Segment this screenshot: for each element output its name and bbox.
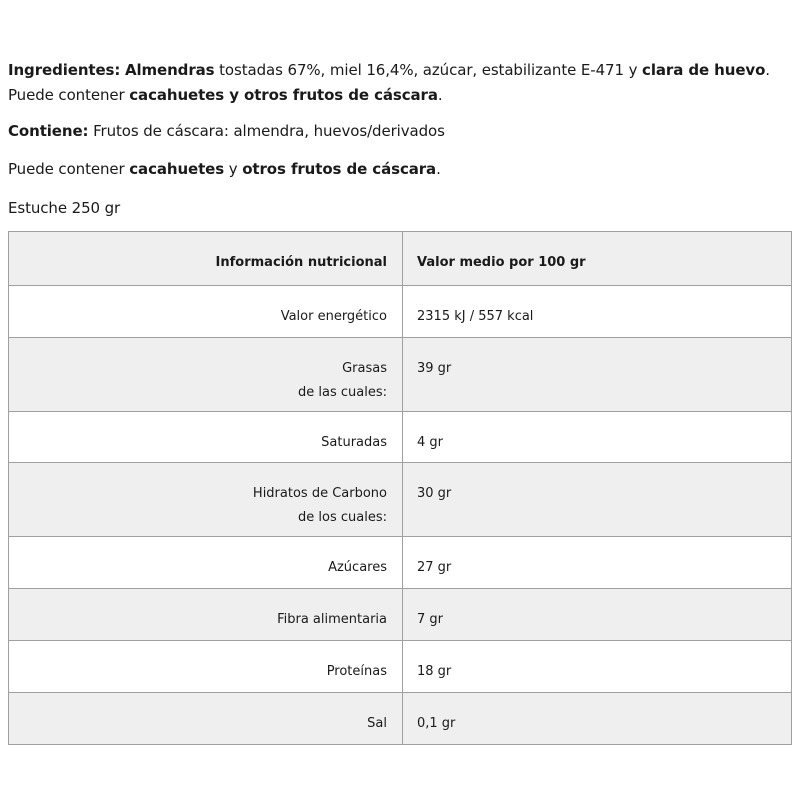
- contiene-text: Frutos de cáscara: almendra, huevos/derivados: [88, 122, 445, 140]
- package-size: Estuche 250 gr: [8, 199, 121, 217]
- row-sublabel: de los cuales:: [298, 510, 387, 525]
- header-value-cell: [403, 232, 792, 286]
- row-label-cell: [9, 338, 403, 412]
- row-label-group: [9, 338, 402, 405]
- table-row: [9, 537, 792, 589]
- row-value-cell: [403, 463, 792, 537]
- ingredients-text: tostadas 67%, miel 16,4%, azúcar, estabilizante E-471 y: [214, 61, 643, 79]
- row-label: Azúcares: [328, 560, 387, 575]
- row-value-cell: [403, 412, 792, 463]
- header-value: Valor medio por 100 gr: [417, 255, 586, 270]
- row-label: Valor energético: [280, 309, 387, 324]
- nutrition-table-header-row: [9, 232, 792, 286]
- row-label-group: [9, 463, 402, 530]
- puede-end: .: [436, 160, 441, 178]
- row-value-cell: [403, 338, 792, 412]
- contiene-paragraph: [8, 119, 792, 144]
- row-value-cell: [403, 589, 792, 641]
- row-value: 0,1 gr: [417, 716, 456, 731]
- table-row: [9, 463, 792, 537]
- ingredients-line2-prefix: Puede contener: [8, 86, 130, 104]
- puede-contener-paragraph: [8, 157, 792, 182]
- nutrition-table: [8, 231, 792, 745]
- row-label: Fibra alimentaria: [277, 612, 387, 627]
- row-value: 30 gr: [417, 486, 452, 501]
- row-label: Sal: [367, 716, 387, 731]
- ingredients-clara: clara de huevo: [642, 61, 766, 79]
- ingredients-almendras: Almendras: [124, 61, 215, 79]
- row-label: Hidratos de Carbono: [252, 486, 387, 501]
- puede-mid: y: [224, 160, 243, 178]
- row-label-cell: [9, 412, 403, 463]
- table-row: [9, 286, 792, 338]
- row-value: 18 gr: [417, 664, 452, 679]
- ingredients-label: Ingredientes:: [8, 61, 121, 79]
- table-row: [9, 693, 792, 745]
- header-label: Información nutricional: [215, 255, 387, 270]
- row-label-cell: [9, 286, 403, 338]
- puede-bold-cacahuetes: cacahuetes: [129, 160, 225, 178]
- row-label: Saturadas: [321, 435, 387, 450]
- row-label-cell: [9, 589, 403, 641]
- header-label-cell: [9, 232, 403, 286]
- puede-prefix: Puede contener: [8, 160, 130, 178]
- ingredients-paragraph: [8, 58, 792, 108]
- row-value-cell: [403, 286, 792, 338]
- ingredients-line2-end: .: [437, 86, 443, 104]
- row-value: 2315 kJ / 557 kcal: [417, 309, 534, 324]
- row-value-cell: [403, 537, 792, 589]
- row-label-cell: [9, 463, 403, 537]
- table-row: [9, 589, 792, 641]
- puede-bold-frutos: otros frutos de cáscara: [242, 160, 437, 178]
- row-value: 39 gr: [417, 361, 452, 376]
- row-label-cell: [9, 693, 403, 745]
- row-sublabel: de las cuales:: [298, 385, 387, 400]
- row-value: 4 gr: [417, 435, 443, 450]
- row-label: Proteínas: [326, 664, 387, 679]
- row-label: Grasas: [342, 361, 387, 376]
- table-row: [9, 338, 792, 412]
- row-value: 27 gr: [417, 560, 452, 575]
- row-label-cell: [9, 537, 403, 589]
- row-label-cell: [9, 641, 403, 693]
- table-row: [9, 412, 792, 463]
- ingredients-line2-bold: cacahuetes y otros frutos de cáscara: [129, 86, 438, 104]
- table-row: [9, 641, 792, 693]
- ingredients-end: .: [765, 61, 770, 79]
- row-value: 7 gr: [417, 612, 443, 627]
- row-value-cell: [403, 641, 792, 693]
- row-value-cell: [403, 693, 792, 745]
- contiene-label: Contiene:: [8, 122, 89, 140]
